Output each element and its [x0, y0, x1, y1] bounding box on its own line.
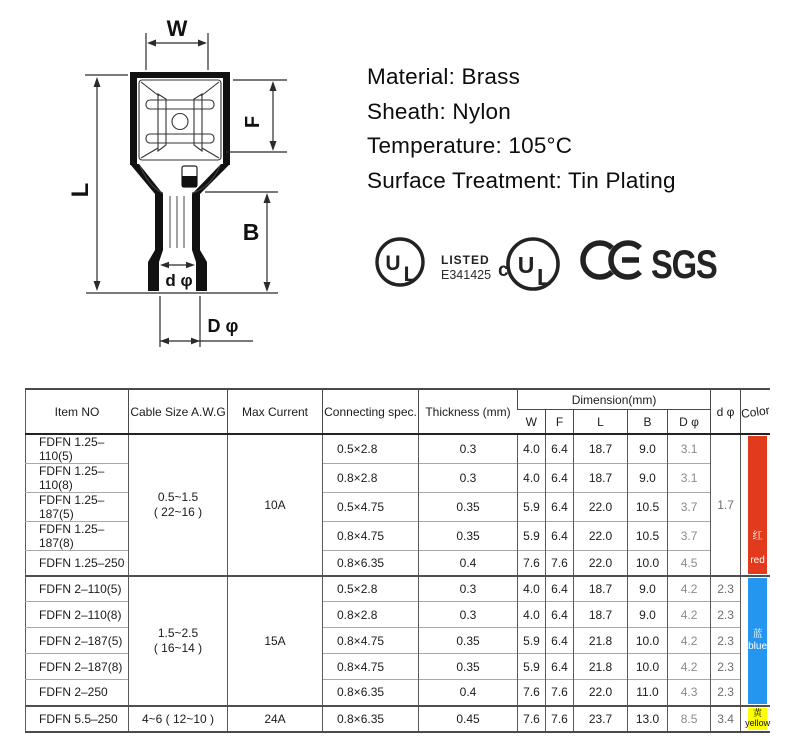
- cell-spec: 0.5×4.75: [323, 493, 419, 522]
- table-row: [26, 706, 770, 732]
- spec-sheath: Sheath: Nylon: [367, 98, 511, 124]
- cell-item: FDFN 2–250: [26, 680, 129, 706]
- cell-f: 6.4: [546, 576, 574, 602]
- dim-label-l: L: [67, 182, 94, 198]
- header-dim-l: L: [574, 410, 628, 435]
- cell-f: 6.4: [546, 464, 574, 493]
- cell-l: 22.0: [574, 522, 628, 551]
- cell-d-big: 3.7: [668, 522, 711, 551]
- cell-b: 9.0: [628, 464, 668, 493]
- cell-l: 23.7: [574, 706, 628, 732]
- cell-d-big: 3.1: [668, 464, 711, 493]
- cell-spec: 0.5×2.8: [323, 576, 419, 602]
- cell-l: 21.8: [574, 654, 628, 680]
- cell-d-big: 8.5: [668, 706, 711, 732]
- header-dim-b: B: [628, 410, 668, 435]
- cell-w: 5.9: [518, 493, 546, 522]
- cell-spec: 0.8×6.35: [323, 706, 419, 732]
- header-color: Color: [741, 389, 770, 434]
- cell-l: 18.7: [574, 602, 628, 628]
- cell-b: 9.0: [628, 602, 668, 628]
- cell-b: 10.5: [628, 493, 668, 522]
- cell-w: 4.0: [518, 464, 546, 493]
- cell-b: 10.0: [628, 654, 668, 680]
- cell-f: 6.4: [546, 434, 574, 464]
- header-cable: Cable Size A.W.G: [129, 389, 228, 434]
- cell-d-small: 2.3: [711, 602, 741, 628]
- cell-color-group1: [741, 434, 770, 576]
- header-current: Max Current: [228, 389, 323, 434]
- cell-w: 5.9: [518, 628, 546, 654]
- cell-item: FDFN 2–110(5): [26, 576, 129, 602]
- cell-item: FDFN 2–110(8): [26, 602, 129, 628]
- ul-listed-label: LISTED: [441, 253, 490, 267]
- spec-table: [25, 388, 770, 733]
- cell-b: 10.0: [628, 551, 668, 576]
- cell-w: 4.0: [518, 434, 546, 464]
- cell-thickness: 0.35: [419, 628, 518, 654]
- cell-spec: 0.8×4.75: [323, 628, 419, 654]
- cell-w: 7.6: [518, 680, 546, 706]
- cell-f: 6.4: [546, 522, 574, 551]
- header-dim-w: W: [518, 410, 546, 435]
- cell-spec: 0.8×2.8: [323, 464, 419, 493]
- ul-letter-l: L: [403, 263, 417, 286]
- cell-d-big: 4.2: [668, 602, 711, 628]
- cell-b: 10.0: [628, 628, 668, 654]
- cell-d-big: 4.3: [668, 680, 711, 706]
- cell-item: FDFN 2–187(5): [26, 628, 129, 654]
- cell-f: 6.4: [546, 628, 574, 654]
- cell-thickness: 0.35: [419, 654, 518, 680]
- cul-letter-l: L: [536, 264, 552, 290]
- cell-thickness: 0.35: [419, 522, 518, 551]
- ul-file-number: E341425: [441, 268, 492, 282]
- cell-current-group2: 15A: [228, 576, 323, 706]
- cell-item: FDFN 1.25–250: [26, 551, 129, 576]
- cell-thickness: 0.4: [419, 551, 518, 576]
- sgs-logo: SGS: [651, 241, 717, 287]
- ul-letter-u: U: [385, 252, 401, 275]
- cell-d-big: 3.7: [668, 493, 711, 522]
- cul-logo: [498, 239, 558, 290]
- cell-d-small: 2.3: [711, 628, 741, 654]
- cell-l: 22.0: [574, 493, 628, 522]
- cell-d-small: 3.4: [711, 706, 741, 732]
- cell-w: 7.6: [518, 706, 546, 732]
- cell-spec: 0.8×4.75: [323, 522, 419, 551]
- cell-f: 7.6: [546, 551, 574, 576]
- cell-d-small-group1: 1.7: [711, 434, 741, 576]
- cell-d-small: 2.3: [711, 576, 741, 602]
- dim-label-w: W: [166, 16, 188, 41]
- ce-mark-icon: [583, 243, 640, 277]
- cell-item: FDFN 1.25–110(5): [26, 434, 129, 464]
- cell-d-big: 4.2: [668, 628, 711, 654]
- cell-spec: 0.8×6.35: [323, 680, 419, 706]
- dim-label-b: B: [242, 219, 260, 245]
- cell-thickness: 0.3: [419, 576, 518, 602]
- color-band-blue: 蓝 blue: [748, 578, 767, 704]
- cell-thickness: 0.35: [419, 493, 518, 522]
- dim-label-f: F: [242, 115, 264, 129]
- cell-spec: 0.8×2.8: [323, 602, 419, 628]
- cell-l: 22.0: [574, 551, 628, 576]
- cell-w: 5.9: [518, 654, 546, 680]
- header-dim-d: D φ: [668, 410, 711, 435]
- cell-item: FDFN 1.25–187(8): [26, 522, 129, 551]
- cell-current-group1: 10A: [228, 434, 323, 576]
- cell-thickness: 0.3: [419, 602, 518, 628]
- cell-f: 6.4: [546, 602, 574, 628]
- cell-d-big: 3.1: [668, 434, 711, 464]
- cell-l: 18.7: [574, 434, 628, 464]
- cell-thickness: 0.3: [419, 464, 518, 493]
- header-d-small: d φ: [711, 389, 741, 434]
- cell-w: 5.9: [518, 522, 546, 551]
- cell-f: 6.4: [546, 654, 574, 680]
- spec-temperature: Temperature: 105°C: [367, 133, 573, 158]
- color-band-yellow: 黄 yellow: [745, 708, 771, 728]
- cul-letter-u: U: [517, 252, 535, 278]
- cell-d-small: 2.3: [711, 680, 741, 706]
- cell-w: 4.0: [518, 602, 546, 628]
- cell-color-group3: [741, 706, 770, 732]
- cell-b: 13.0: [628, 706, 668, 732]
- table-row: [26, 434, 770, 464]
- cell-spec: 0.5×2.8: [323, 434, 419, 464]
- cell-d-big: 4.5: [668, 551, 711, 576]
- cell-w: 7.6: [518, 551, 546, 576]
- cell-thickness: 0.3: [419, 434, 518, 464]
- cell-thickness: 0.4: [419, 680, 518, 706]
- cell-l: 22.0: [574, 680, 628, 706]
- cell-b: 9.0: [628, 576, 668, 602]
- cell-item: FDFN 1.25–110(8): [26, 464, 129, 493]
- cell-w: 4.0: [518, 576, 546, 602]
- cell-d-big: 4.2: [668, 654, 711, 680]
- cell-f: 7.6: [546, 706, 574, 732]
- cell-d-small: 2.3: [711, 654, 741, 680]
- spec-material: Material: Brass: [367, 64, 521, 89]
- cell-b: 9.0: [628, 434, 668, 464]
- header-spec: Connecting spec.: [323, 389, 419, 434]
- cell-b: 11.0: [628, 680, 668, 706]
- cell-item: FDFN 5.5–250: [26, 706, 129, 732]
- cell-l: 18.7: [574, 576, 628, 602]
- dim-label-d-small: d φ: [165, 271, 193, 290]
- header-thickness: Thickness (mm): [419, 389, 518, 434]
- cell-cable-group1: 0.5~1.5 ( 22~16 ): [129, 434, 228, 576]
- cell-current-group3: 24A: [228, 706, 323, 732]
- cell-item: FDFN 2–187(8): [26, 654, 129, 680]
- cell-f: 7.6: [546, 680, 574, 706]
- cell-d-big: 4.2: [668, 576, 711, 602]
- cell-l: 18.7: [574, 464, 628, 493]
- cell-color-group2: [741, 576, 770, 706]
- cell-spec: 0.8×6.35: [323, 551, 419, 576]
- cell-spec: 0.8×4.75: [323, 654, 419, 680]
- cell-l: 21.8: [574, 628, 628, 654]
- cell-b: 10.5: [628, 522, 668, 551]
- cell-item: FDFN 1.25–187(5): [26, 493, 129, 522]
- dim-label-d-big: D φ: [207, 316, 239, 336]
- header-item: Item NO: [26, 389, 129, 434]
- cul-c-prefix: c: [498, 260, 509, 281]
- header-dimension: Dimension(mm): [518, 389, 711, 410]
- header-dim-f: F: [546, 410, 574, 435]
- cell-thickness: 0.45: [419, 706, 518, 732]
- product-specs: [367, 60, 676, 198]
- table-row: [26, 576, 770, 602]
- cell-f: 6.4: [546, 493, 574, 522]
- cell-cable-group3: 4~6 ( 12~10 ): [129, 706, 228, 732]
- color-band-red: 红 red: [748, 436, 767, 574]
- ul-logo: [377, 239, 423, 286]
- spec-surface: Surface Treatment: Tin Plating: [367, 167, 676, 193]
- cell-cable-group2: 1.5~2.5 ( 16~14 ): [129, 576, 228, 706]
